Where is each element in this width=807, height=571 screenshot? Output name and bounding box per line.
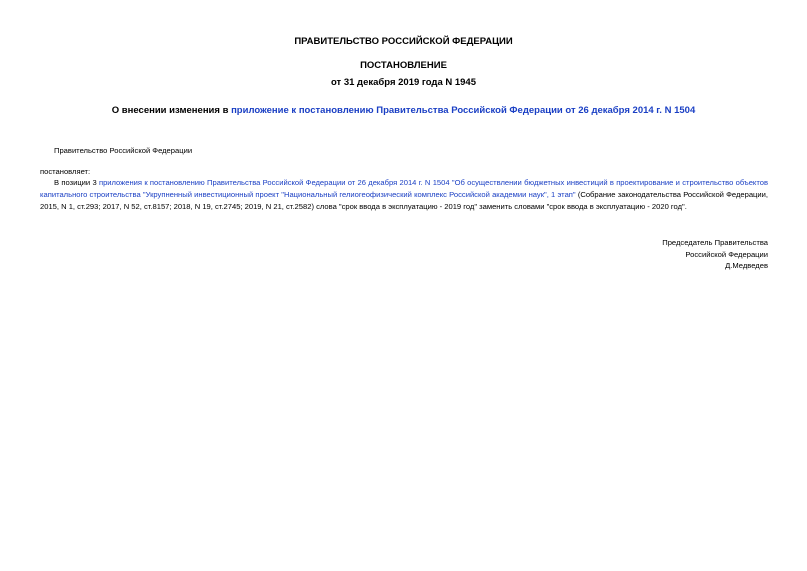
main-paragraph <box>40 177 768 213</box>
paragraph-start: В позиции 3 <box>54 178 99 187</box>
resolves-text: постановляет: <box>40 167 91 176</box>
doc-type-heading: ПОСТАНОВЛЕНИЕ <box>360 60 447 71</box>
signature-line-2: Российской Федерации <box>685 249 768 259</box>
signature-line-1: Председатель Правительства <box>662 238 768 247</box>
signature-block <box>662 237 768 272</box>
paragraph-link[interactable]: приложения к постановлению Правительства Российской Федерации от 26 декабря 2014 г. N 1504 "Об осуществлении бюджетных инвестиций в проектирование и строительство объектов капитального строительства "Укрупненный инвестиционный проект "Национальный гелиогеофизический комплекс Российской академии наук", 1 этап" <box>40 178 768 199</box>
title-prefix: О внесении изменения в <box>111 105 232 116</box>
government-heading: ПРАВИТЕЛЬСТВО РОССИЙСКОЙ ФЕДЕРАЦИИ <box>294 36 513 47</box>
document-title <box>0 105 807 116</box>
date-number-heading: от 31 декабря 2019 года N 1945 <box>330 77 476 88</box>
title-link[interactable]: приложение к постановлению Правительства Российской Федерации от 26 декабря 2014 г. N 1504 <box>231 105 696 116</box>
paragraph-end: (Собрание законодательства Российской Федерации, 2015, N 1, ст.293; 2017, N 52, ст.8157; 2018, N 19, ст.2745; 2019, N 21, ст.2582) слова "срок ввода в эксплуатацию - 2019 год" заменить словами "срок ввода в эксплуатацию - 2020 год". <box>40 190 768 211</box>
issuer-text: Правительство Российской Федерации <box>54 146 193 155</box>
signature-name: Д.Медведев <box>725 261 768 270</box>
